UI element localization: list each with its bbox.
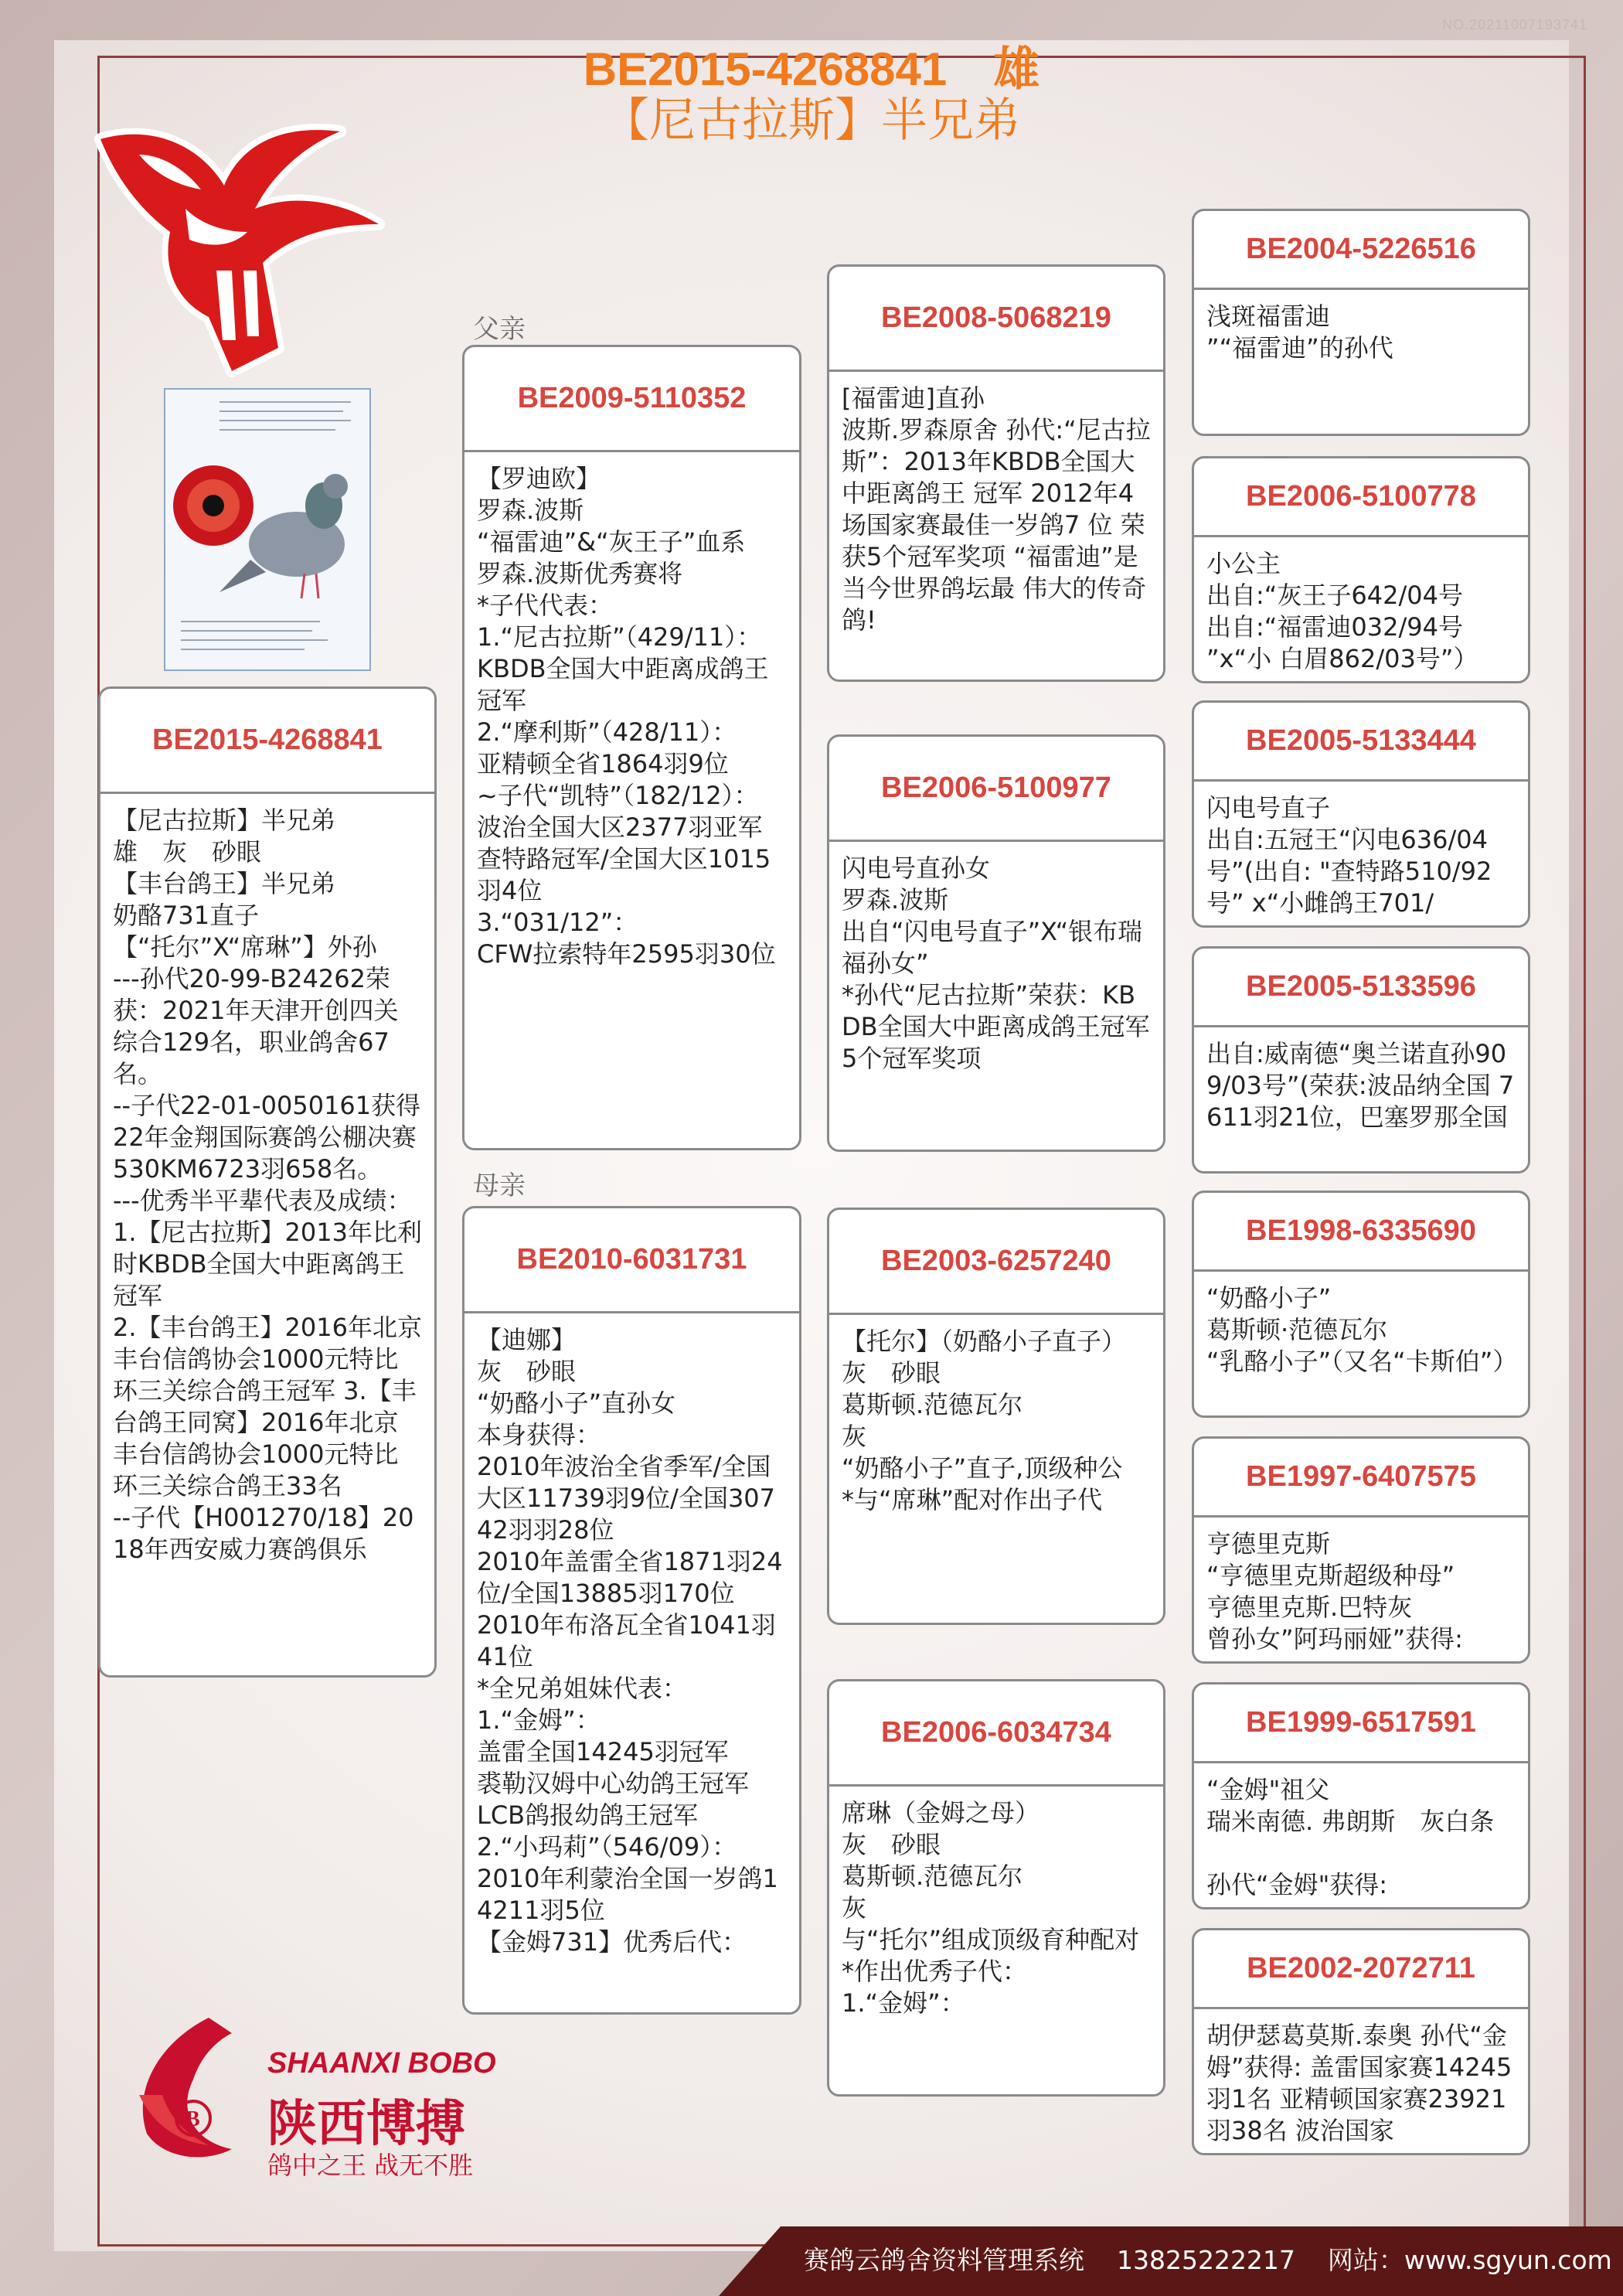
footer-system-name: 赛鸽云鸽舍资料管理系统	[804, 2245, 1084, 2275]
pedigree-card-mfm	[1192, 1436, 1530, 1664]
ring-number: BE2005-5133444	[1194, 703, 1528, 782]
ring-number: BE2008-5068219	[829, 267, 1163, 372]
pedigree-card-ffm	[1192, 456, 1530, 683]
pedigree-card-paternal-grandfather	[827, 264, 1165, 682]
ring-number: BE1997-6407575	[1194, 1439, 1528, 1518]
card-notes: 小公主 出自:“灰王子642/04号 出自:“福雷迪032/94号 ”x“小 白眉862/03号”）	[1206, 549, 1478, 673]
pedigree-card-subject	[98, 686, 437, 1678]
pedigree-card-mmf	[1192, 1682, 1530, 1909]
ring-number: BE2015-4268841	[100, 689, 434, 794]
ring-number: BE2002-2072711	[1194, 1930, 1528, 2009]
card-notes: 浅斑福雷迪 ”“福雷迪”的孙代	[1206, 301, 1393, 363]
brand-name-chinese: 陕西博搏	[267, 2096, 465, 2153]
father-label: 父亲	[473, 314, 526, 345]
pedigree-card-mmm	[1192, 1928, 1530, 2155]
pedigree-card-fmm	[1192, 946, 1530, 1174]
ring-number: BE1998-6335690	[1194, 1193, 1528, 1272]
card-notes: 【罗迪欧】 罗森.波斯 “福雷迪”&“灰王子”血系 罗森.波斯优秀赛将 *子代代表： 1.“尼古拉斯”（429/11）： KBDB全国大中距离成鸽王冠军 2.“摩利斯”（428/11）： 亚精顿全省1864羽9位 ~子代“凯特”（182/12）： 波治全国大区2377羽亚军查特路冠军/全国大区1015羽4位 3.“031/12”： CFW拉索特年2595羽30位	[477, 464, 776, 969]
card-notes: 亨德里克斯 “亨德里克斯超级种母” 亨德里克斯.巴特灰 曾孙女”阿玛丽娅”获得:	[1206, 1529, 1463, 1654]
page-subtitle: 【尼古拉斯】半兄弟	[603, 94, 1020, 148]
card-notes: 席琳（金姆之母） 灰 砂眼 葛斯顿.范德瓦尔 灰 与“托尔”组成顶级育种配对 *作出优秀子代： 1.“金姆”：	[842, 1798, 1140, 2018]
footer-phone: 13825222217	[1116, 2245, 1295, 2275]
pedigree-card-father	[462, 345, 801, 1150]
pedigree-card-fff	[1192, 209, 1530, 436]
ring-number: BE2004-5226516	[1194, 211, 1528, 290]
pedigree-card-fmf	[1192, 700, 1530, 928]
card-notes: 出自:威南德“奥兰诺直孙909/03号”(荣获:波品纳全国 7611羽21位，巴塞罗那全国	[1206, 1039, 1515, 1132]
pedigree-card-maternal-grandfather	[827, 1208, 1165, 1625]
pigeon-certificate-image	[164, 388, 371, 671]
title-sex: 雄	[993, 43, 1040, 95]
card-notes: 【尼古拉斯】半兄弟 雄 灰 砂眼 【丰台鸽王】半兄弟 奶酪731直子 【“托尔”X“席琳”】外孙 ---孙代20-99-B24262荣获：2021年天津开创四关综合129名，职业鸽舍67名。 --子代22-01-0050161获得22年金翔国际赛鸽公棚决赛530KM6723羽658名。 ---优秀半平辈代表及成绩： 1.【尼古拉斯】2013年比利时KBDB全国大中距离鸽王冠军 2.【丰台鸽王】2016年北京丰台信鸽协会1000元特比环三关综合鸽王冠军 3.【丰台鸽王同窝】2016年北京丰台信鸽协会1000元特比环三关综合鸽王33名 --子代【H001270/18】2018年西安威力赛鸽俱乐	[113, 806, 422, 1564]
ring-number: BE2006-5100778	[1194, 458, 1528, 537]
phoenix-logo	[93, 116, 402, 379]
serial-number: NO.20211007193741	[1442, 17, 1587, 32]
card-notes: “奶酪小子” 葛斯顿·范德瓦尔 “乳酪小子”（又名“卡斯伯”）	[1206, 1283, 1518, 1376]
pedigree-card-maternal-grandmother	[827, 1679, 1165, 2097]
brand-name-english: SHAANXI BOBO	[267, 2047, 496, 2080]
footer-site-label: 网站：	[1327, 2245, 1404, 2275]
footer-info	[804, 2240, 1612, 2277]
card-notes: 【迪娜】 灰 砂眼 “奶酪小子”直孙女 本身获得： 2010年波治全省季军/全国大区11739羽9位/全国30742羽羽28位 2010年盖雷全省1871羽24位/全国13885羽170位 2010年布洛瓦全省1041羽41位 *全兄弟姐妹代表： 1.“金姆”： 盖雷全国14245羽冠军 裘勒汉姆中心幼鸽王冠军 LCB鸽报幼鸽王冠军 2.“小玛莉”（546/09）： 2010年利蒙治全国一岁鸽14211羽5位 【金姆731】优秀后代：	[477, 1325, 783, 1957]
card-notes: 闪电号直孙女 罗森.波斯 出自“闪电号直子”X“银布瑞福孙女” *孙代“尼古拉斯”荣获：KBDB全国大中距离成鸽王冠军 5个冠军奖项	[842, 853, 1150, 1073]
card-notes: 闪电号直子 出自:五冠王“闪电636/04 号”(出自: "查特路510/92 号” x“小雌鸽王701/	[1206, 793, 1492, 918]
pedigree-card-paternal-grandmother	[827, 734, 1165, 1152]
ring-number: BE2006-6034734	[829, 1681, 1163, 1787]
ring-number: BE2005-5133596	[1194, 949, 1528, 1027]
pedigree-card-mff	[1192, 1191, 1530, 1418]
brand-slogan: 鸽中之王 战无不胜	[267, 2151, 474, 2180]
pedigree-card-mother	[462, 1206, 801, 2015]
ring-number: BE2006-5100977	[829, 737, 1163, 842]
title-ring: BE2015-4268841	[583, 43, 948, 95]
card-notes: [福雷迪]直孙 波斯.罗森原舍 孙代:“尼古拉斯”：2013年KBDB全国大中距离鸽王 冠军 2012年4场国家赛最佳一岁鸽7 位 荣获5个冠军奖项 “福雷迪”是当今世界鸽坛最 伟大的传奇鸽!	[842, 383, 1151, 635]
card-notes: 【托尔】（奶酪小子直子） 灰 砂眼 葛斯顿.范德瓦尔 灰 “奶酪小子”直子,顶级种公 *与“席琳”配对作出子代	[842, 1327, 1127, 1514]
ring-number: BE2010-6031731	[464, 1208, 799, 1313]
card-notes: 胡伊瑟葛莫斯.泰奥 孙代“金姆”获得: 盖雷国家赛14245羽1名 亚精顿国家赛23921羽38名 波治国家	[1206, 2021, 1512, 2145]
mother-label: 母亲	[473, 1170, 526, 1201]
ring-number: BE1999-6517591	[1194, 1685, 1528, 1763]
footer-website-link[interactable]: www.sgyun.com	[1404, 2245, 1612, 2275]
svg-text:B: B	[185, 2107, 200, 2131]
ring-number: BE2003-6257240	[829, 1210, 1163, 1315]
card-notes: “金姆"祖父 瑞米南德. 弗朗斯 灰白条 孙代“金姆"获得:	[1206, 1775, 1495, 1899]
ring-number: BE2009-5110352	[464, 347, 799, 452]
